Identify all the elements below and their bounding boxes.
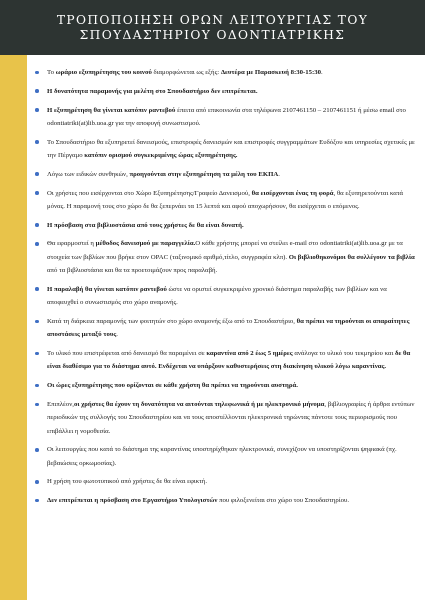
text-run: Οι λειτουργίες που κατά το διάστημα της καραντίνας υποστηρίχθηκαν ηλεκτρονικά, συνεχίζουν να υποστηρίζονται ψηφιακά (πχ. βεβαιώσεις ορκωμοσίας). [47,446,397,467]
bold-text: οι χρήστες θα έχουν τη δυνατότητα να αιτούνται τηλεφωνικά ή με ηλεκτρονικό μήνυμα [73,400,325,408]
text-run: . [278,170,280,178]
rules-content [34,66,417,513]
list-item [34,219,417,232]
bold-text: Δευτέρα με Παρασκευή 8:30-15:30 [220,69,321,76]
text-run: έπειτα από επικοινωνία στα τηλέφωνα 2107461150 – 2107461151 ή μέσω email στο odontiatriki(at)lib.uoa.gr για την αποφυγή συνωστισμού. [47,106,406,127]
bold-text: Η παραλαβή θα γίνεται κατόπιν ραντεβού [47,285,167,293]
side-accent-bar [0,55,27,600]
list-item [34,168,417,181]
bold-text: μέθοδος δανεισμού με παραγγελία. [95,240,196,248]
bold-text: κατόπιν ορισμού συγκεκριμένης ώρας εξυπηρέτησης. [84,151,238,159]
text-run: Το υλικό που επιστρέφεται από δανεισμό θα παραμένει σε [47,350,207,358]
bold-text: θα πρέπει να τηρούνται οι απαραίτητες αποστάσεις μεταξύ τους [47,317,410,339]
list-item [34,237,417,277]
text-run: Ο κάθε χρήστης μπορεί να στείλει e-mail στο odontiatriki(at)lib.uoa.gr με τα στοιχεία των βιβλίων που βρήκε στον OPAC (ταξινομικό αριθμό,τίτλο, συγγραφέα κλπ). [47,240,403,261]
text-run: Επιπλέον, [47,400,74,408]
text-run: ώστε να οριστεί συγκεκριμένο χρονικό διάστημα παραλαβής των βιβλίων και να αποφευχθεί ο συνωστισμός στο χώρο αναμονής. [47,285,387,307]
list-item [34,283,417,310]
text-run: , βιβλιογραφίες ή άρθρα εντύπων περιοδικών της συλλογής του Σπουδαστηρίου και να τους αποστέλλονται ηλεκτρονικά τηρώντας πάντοτε τους περιορισμούς που επιβάλλει η νομοθεσία. [47,400,415,435]
list-item [34,104,417,131]
text-run: Το Σπουδαστήριο θα εξυπηρετεί δανεισμούς, επιστροφές δανεισμών και επιστροφές συγγραμμάτων Ευδόξου και υπηρεσίες σχετικές με την Πέργαμο [47,138,415,159]
list-item [34,85,417,98]
bold-text: δε θα είναι διαθέσιμο για το διάστημα αυτό. Ενδέχεται να υπάρξουν καθυστερήσεις στη διακίνηση υλικού λόγω καραντίνας. [47,350,411,371]
bold-text: ωράριο εξυπηρέτησης του κοινού [55,69,152,76]
text-run: Λόγω των ειδικών συνθηκών, [47,170,130,178]
list-item [34,347,417,374]
text-run: Θα εφαρμοστεί η [47,240,96,248]
list-item [34,315,417,342]
bold-text: Δεν επιτρέπεται η πρόσβαση στο Εργαστήριο Υπολογιστών [47,497,218,505]
text-run: Κατά τη διάρκεια παραμονής των φοιτητών στο χώρο αναμονής έξω από το Σπουδαστήριο, [47,317,297,325]
text-run: που φιλοξενείται στο χώρο του Σπουδαστηρίου. [217,497,350,505]
bold-text: Η δυνατότητα παραμονής για μελέτη στο Σπουδαστήριο δεν επιτρέπεται. [47,87,258,95]
list-item [34,379,417,392]
page-title-line-2: ΣΠΟΥΔΑΣΤΗΡΙΟΥ ΟΔΟΝΤΙΑΤΡΙΚΗΣ [79,27,346,42]
list-item [34,494,417,507]
bold-text: Η εξυπηρέτηση θα γίνεται κατόπιν ραντεβού [47,106,176,114]
bold-text: Η πρόσβαση στα βιβλιοστάσια από τους χρήστες δε θα είναι δυνατή. [47,221,244,229]
text-run: . [116,331,118,339]
list-item [34,443,417,470]
text-run: , θα εξυπηρετούνται κατά μόνας. Η παραμονή τους στο χώρο δε θα ξεπερνάει τα 15 λεπτά και αφού αποχωρήσουν, θα εισέρχεται ο επόμενος. [47,189,404,210]
bold-text: Οι βιβλιοθηκονόμοι θα συλλέγουν τα βιβλία [288,253,415,261]
list-item [34,475,417,488]
page-header [0,0,425,55]
text-run: Το [47,69,56,76]
list-item [34,187,417,214]
bold-text: προηγούνται στην εξυπηρέτηση τα μέλη του ΕΚΠΑ [129,170,279,178]
list-item [34,136,417,163]
text-run: Οι χρήστες που εισέρχονται στο Χώρο Εξυπηρέτησης/Γραφείο Δανεισμού, [47,189,252,197]
page-title-line-1: ΤΡΟΠΟΠΟΙΗΣΗ ΟΡΩΝ ΛΕΙΤΟΥΡΓΙΑΣ ΤΟΥ [56,12,369,27]
text-run: . [321,69,323,76]
text-run: ανάλογα το υλικό του τεκμηρίου και [292,350,395,358]
bold-text: θα εισέρχονται ένας τη φορά [251,189,334,197]
bold-text: καραντίνα από 2 έως 5 ημέρες [206,350,293,358]
bold-text: Οι ώρες εξυπηρέτησης που ορίζονται σε κάθε χρήστη θα πρέπει να τηρούνται αυστηρά. [47,382,298,390]
list-item [34,66,417,79]
text-run: Η χρήση του φωτοτυπικού από χρήστες δε θα είναι εφικτή. [47,478,208,486]
list-item [34,398,417,438]
text-run: διαμορφώνεται ως εξής: [151,69,221,76]
text-run: από τα βιβλιοστάσια και θα τα προετοιμάζουν προς παραλαβή. [47,267,218,275]
rules-list [34,66,417,508]
